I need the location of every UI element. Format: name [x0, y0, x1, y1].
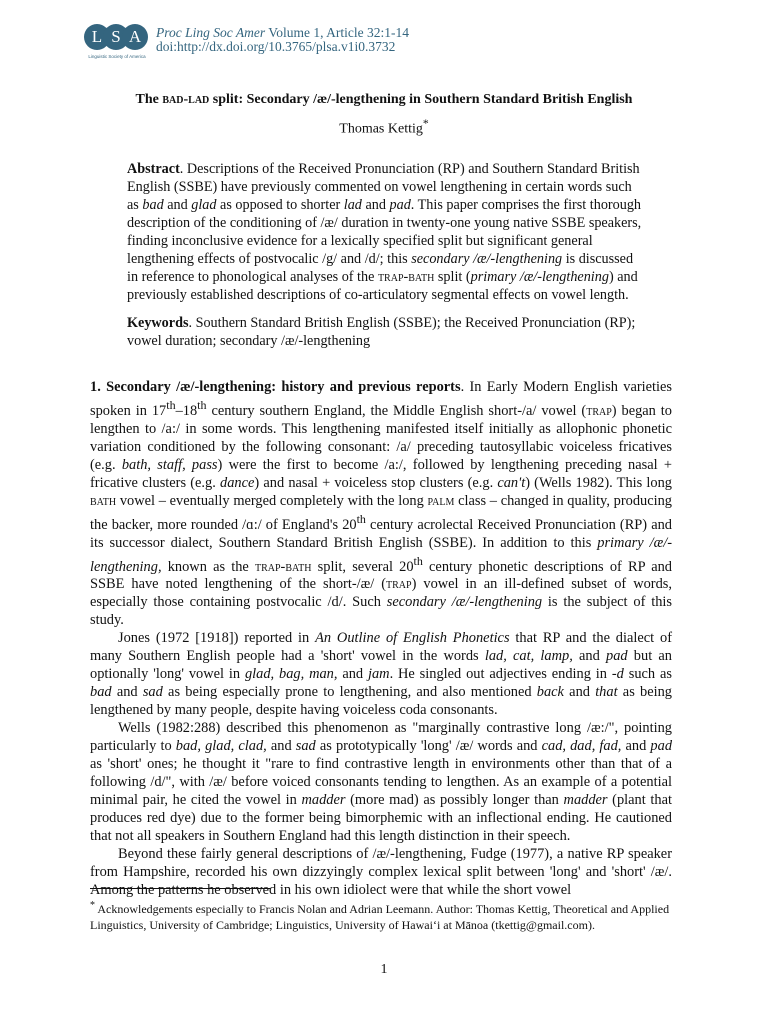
- abstract-block: [127, 160, 647, 360]
- doi-link[interactable]: doi:http://dx.doi.org/10.3765/plsa.v1i0.3732: [156, 39, 396, 54]
- section1-paragraph-4: Beyond these fairly general descriptions of /æ/-lengthening, Fudge (1977), a native RP speaker from Hampshire, recorded his own dizzyingly complex lexical split between 'long' and 'short' /æ/. Among the patterns he observed in his own idiolect were that while the short vowel: [90, 846, 672, 899]
- page-number: 1: [380, 962, 388, 977]
- author-line: [0, 117, 768, 138]
- keywords-paragraph: Keywords. Southern Standard British English (SSBE); the Received Pronunciation (RP); vowel duration; secondary /æ/-lengthening: [127, 315, 636, 349]
- journal-header: [84, 22, 409, 66]
- footnote: [90, 898, 672, 933]
- logo-tagline: Linguistic Society of America: [88, 54, 146, 59]
- paper-title: The bad-lad split: Secondary /æ/-lengthening in Southern Standard British English: [135, 92, 633, 107]
- journal-volume: Volume 1, Article 32:1-14: [268, 25, 410, 40]
- footnote-divider: [90, 888, 270, 889]
- journal-citation: [156, 26, 409, 54]
- section1-paragraph-2: Jones (1972 [1918]) reported in An Outline of English Phonetics that RP and the dialect of many Southern English people had a 'short' vowel in the words lad, cat, lamp, and pad but an optionally 'long' vowel in glad, bag, man, and jam. He singled out adjectives ending in -d such as bad and sad as being especially prone to lengthening, and also mentioned back and that as being lengthened by many people, despite having voiceless coda consonants.: [90, 630, 672, 719]
- logo-circle-a: A: [122, 24, 148, 50]
- section-heading: 1. Secondary /æ/-lengthening: history and previous reports: [90, 379, 461, 395]
- abstract-paragraph: Abstract. Descriptions of the Received Pronunciation (RP) and Southern Standard British English (SSBE) have previously commented on vowel lengthening in certain words such as bad and glad as opposed to shorter lad and pad. This paper comprises the first thorough description of the conditioning of /æ/ duration in twenty-one young native SSBE speakers, finding inconclusive evidence for a lexically specified split but significant general lengthening effects of postvocalic /g/ and /d/; this secondary /æ/-lengthening is discussed in reference to phonological analyses of the trap-bath split (primary /æ/-lengthening) and previously established descriptions of co-articulatory segmental effects on vowel length.: [127, 161, 642, 303]
- footnote-text: Acknowledgements especially to Francis Nolan and Adrian Leemann. Author: Thomas Kettig, Theoretical and Applied Linguistics, University of Cambridge; Linguistics, University of Hawaiʻi at Mānoa (tkettig@gmail.com).: [90, 902, 670, 932]
- footnote-marker[interactable]: *: [422, 117, 429, 130]
- main-text: [90, 378, 672, 899]
- logo-circle-l: L: [84, 24, 110, 50]
- section1-paragraph-1: 1. Secondary /æ/-lengthening: history and previous reports. In Early Modern English varieties spoken in 17th–18th century southern England, the Middle English short-/a/ vowel (trap) began to lengthen to /a:/ in some words. This lengthening manifested itself initially as allophonic phonetic variation conditioned by the following consonant: /a/ preceding tautosyllabic voiceless fricatives (e.g. bath, staff, pass) were the first to become /a:/, followed by lengthening preceding nasal + fricative clusters (e.g. dance) and nasal + voiceless stop clusters (e.g. can't) (Wells 1982). This long bath vowel – eventually merged completely with the long palm class – changed in quality, producing the backer, more rounded /ɑ:/ of England's 20th century acrolectal Received Pronunciation (RP) and its successor dialect, Southern Standard British English (SSBE). In addition to this primary /æ/-lengthening, known as the trap-bath split, several 20th century phonetic descriptions of RP and SSBE have noted lengthening of the short-/æ/ (trap) vowel in an ill-defined subset of words, especially those containing postvocalic /d/. Such secondary /æ/-lengthening is the subject of this study.: [90, 379, 673, 629]
- logo-circle-s: S: [103, 24, 129, 50]
- author-name: Thomas Kettig: [339, 121, 423, 137]
- abstract-label: Abstract: [127, 161, 180, 177]
- lsa-logo: [84, 22, 148, 66]
- keywords-label: Keywords: [127, 315, 189, 331]
- footnote-mark: *: [90, 900, 95, 911]
- section1-paragraph-3: Wells (1982:288) described this phenomenon as "marginally contrastive long /æ:/", pointing particularly to bad, glad, clad, and sad as prototypically 'long' /æ/ words and cad, dad, fad, and pad as 'short' ones; he thought it "rare to find contrastive length in environments other than that of a following /d/", with /æ/ before voiced consonants tending to lengthen. As an example of a potential minimal pair, he cited the vowel in madder (more mad) as possibly longer than madder (plant that produces red dye) due to the former being bimorphemic with an inflectional ending. He cautioned that not all speakers in Southern England had this length distinction in their speech.: [90, 720, 673, 845]
- journal-name: Proc Ling Soc Amer: [156, 25, 266, 40]
